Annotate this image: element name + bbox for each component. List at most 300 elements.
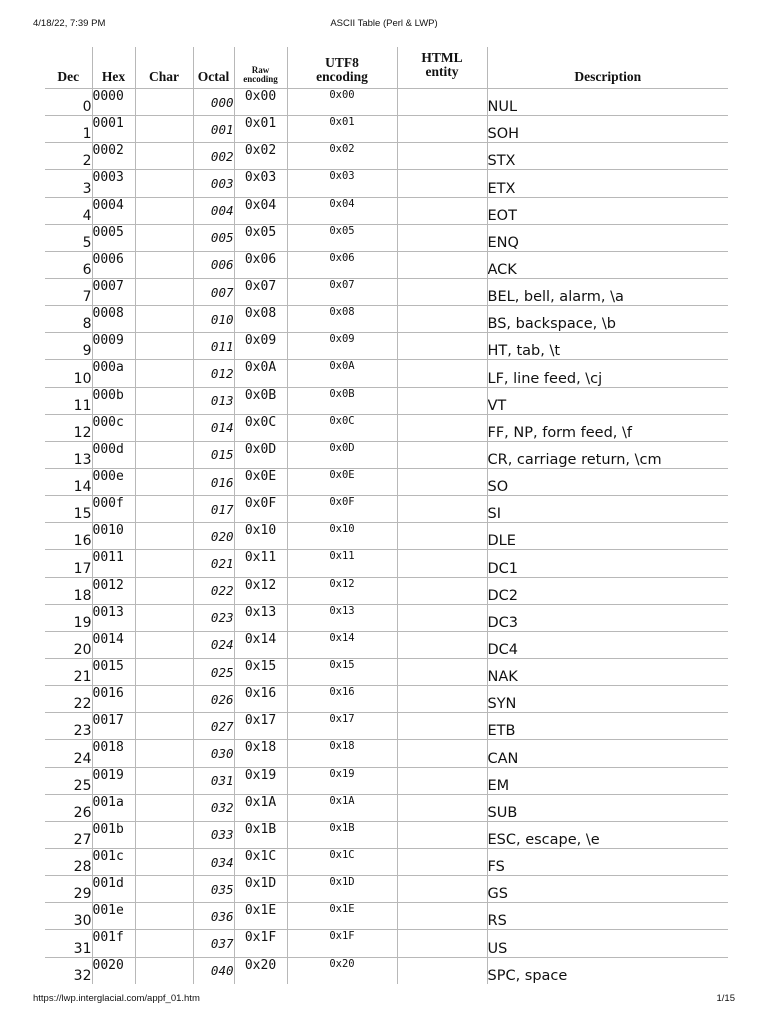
- cell-html-entity: [397, 143, 487, 170]
- cell-description: ETX: [487, 170, 728, 197]
- cell-html-entity: [397, 224, 487, 251]
- cell-raw-encoding: 0x12: [234, 577, 287, 604]
- cell-char: [135, 306, 193, 333]
- cell-utf8-encoding: 0x0F: [287, 496, 397, 523]
- cell-dec: 2: [45, 143, 92, 170]
- table-row: [45, 848, 728, 875]
- cell-description: DC4: [487, 631, 728, 658]
- table-row: [45, 468, 728, 495]
- cell-utf8-encoding: 0x13: [287, 604, 397, 631]
- cell-dec: 24: [45, 740, 92, 767]
- cell-octal: 025: [193, 658, 234, 685]
- table-row: [45, 903, 728, 930]
- cell-html-entity: [397, 89, 487, 116]
- cell-description: SI: [487, 496, 728, 523]
- cell-octal: 034: [193, 848, 234, 875]
- cell-html-entity: [397, 197, 487, 224]
- cell-utf8-encoding: 0x17: [287, 713, 397, 740]
- table-row: [45, 197, 728, 224]
- cell-hex: 001e: [92, 903, 135, 930]
- cell-dec: 13: [45, 441, 92, 468]
- col-header-html-line2: entity: [425, 64, 459, 79]
- cell-octal: 027: [193, 713, 234, 740]
- cell-utf8-encoding: 0x06: [287, 251, 397, 278]
- cell-octal: 002: [193, 143, 234, 170]
- cell-utf8-encoding: 0x0C: [287, 414, 397, 441]
- cell-hex: 0000: [92, 89, 135, 116]
- cell-raw-encoding: 0x0B: [234, 387, 287, 414]
- cell-dec: 30: [45, 903, 92, 930]
- cell-octal: 022: [193, 577, 234, 604]
- cell-html-entity: [397, 116, 487, 143]
- cell-utf8-encoding: 0x15: [287, 658, 397, 685]
- cell-raw-encoding: 0x0D: [234, 441, 287, 468]
- cell-char: [135, 577, 193, 604]
- cell-octal: 007: [193, 278, 234, 305]
- cell-description: ETB: [487, 713, 728, 740]
- cell-description: SOH: [487, 116, 728, 143]
- cell-hex: 0003: [92, 170, 135, 197]
- cell-html-entity: [397, 577, 487, 604]
- cell-octal: 012: [193, 360, 234, 387]
- cell-octal: 035: [193, 876, 234, 903]
- cell-hex: 001b: [92, 821, 135, 848]
- col-header-description: Description: [487, 47, 728, 89]
- col-header-utf8-encoding: [287, 47, 397, 89]
- cell-description: HT, tab, \t: [487, 333, 728, 360]
- cell-hex: 0019: [92, 767, 135, 794]
- cell-char: [135, 903, 193, 930]
- cell-char: [135, 523, 193, 550]
- cell-char: [135, 821, 193, 848]
- cell-html-entity: [397, 794, 487, 821]
- cell-raw-encoding: 0x1F: [234, 930, 287, 957]
- cell-html-entity: [397, 441, 487, 468]
- table-row: [45, 278, 728, 305]
- table-row: [45, 387, 728, 414]
- cell-dec: 6: [45, 251, 92, 278]
- cell-utf8-encoding: 0x12: [287, 577, 397, 604]
- cell-utf8-encoding: 0x0A: [287, 360, 397, 387]
- cell-octal: 031: [193, 767, 234, 794]
- cell-html-entity: [397, 360, 487, 387]
- cell-octal: 013: [193, 387, 234, 414]
- cell-hex: 0005: [92, 224, 135, 251]
- col-header-utf8-line1: UTF8: [325, 55, 359, 70]
- table-row: [45, 876, 728, 903]
- cell-utf8-encoding: 0x16: [287, 686, 397, 713]
- cell-utf8-encoding: 0x1A: [287, 794, 397, 821]
- cell-octal: 033: [193, 821, 234, 848]
- cell-hex: 0008: [92, 306, 135, 333]
- cell-description: GS: [487, 876, 728, 903]
- cell-raw-encoding: 0x16: [234, 686, 287, 713]
- cell-html-entity: [397, 604, 487, 631]
- table-row: [45, 251, 728, 278]
- cell-octal: 020: [193, 523, 234, 550]
- cell-char: [135, 333, 193, 360]
- cell-dec: 9: [45, 333, 92, 360]
- cell-char: [135, 604, 193, 631]
- cell-html-entity: [397, 821, 487, 848]
- cell-raw-encoding: 0x14: [234, 631, 287, 658]
- cell-raw-encoding: 0x1D: [234, 876, 287, 903]
- cell-description: DC1: [487, 550, 728, 577]
- cell-description: US: [487, 930, 728, 957]
- cell-html-entity: [397, 876, 487, 903]
- cell-raw-encoding: 0x0A: [234, 360, 287, 387]
- cell-dec: 12: [45, 414, 92, 441]
- cell-utf8-encoding: 0x09: [287, 333, 397, 360]
- print-footer: [33, 993, 735, 1007]
- cell-description: FS: [487, 848, 728, 875]
- table-row: [45, 496, 728, 523]
- col-header-char: Char: [135, 47, 193, 89]
- table-row: [45, 740, 728, 767]
- col-header-raw-line1: Raw: [251, 65, 270, 75]
- cell-utf8-encoding: 0x10: [287, 523, 397, 550]
- cell-utf8-encoding: 0x14: [287, 631, 397, 658]
- cell-description: NAK: [487, 658, 728, 685]
- cell-dec: 25: [45, 767, 92, 794]
- table-row: [45, 224, 728, 251]
- cell-raw-encoding: 0x19: [234, 767, 287, 794]
- print-date: 4/18/22, 7:39 PM: [33, 18, 106, 29]
- cell-octal: 030: [193, 740, 234, 767]
- cell-char: [135, 658, 193, 685]
- table-row: [45, 116, 728, 143]
- cell-dec: 21: [45, 658, 92, 685]
- cell-hex: 0020: [92, 957, 135, 984]
- cell-html-entity: [397, 170, 487, 197]
- cell-char: [135, 631, 193, 658]
- cell-char: [135, 143, 193, 170]
- cell-raw-encoding: 0x0E: [234, 468, 287, 495]
- cell-raw-encoding: 0x11: [234, 550, 287, 577]
- cell-hex: 0018: [92, 740, 135, 767]
- cell-char: [135, 550, 193, 577]
- cell-dec: 29: [45, 876, 92, 903]
- cell-hex: 0016: [92, 686, 135, 713]
- cell-raw-encoding: 0x01: [234, 116, 287, 143]
- cell-description: RS: [487, 903, 728, 930]
- cell-hex: 000c: [92, 414, 135, 441]
- cell-raw-encoding: 0x09: [234, 333, 287, 360]
- cell-octal: 036: [193, 903, 234, 930]
- cell-dec: 28: [45, 848, 92, 875]
- cell-octal: 011: [193, 333, 234, 360]
- table-row: [45, 821, 728, 848]
- cell-utf8-encoding: 0x02: [287, 143, 397, 170]
- cell-char: [135, 930, 193, 957]
- cell-octal: 026: [193, 686, 234, 713]
- cell-dec: 1: [45, 116, 92, 143]
- table-row: [45, 767, 728, 794]
- table-row: [45, 930, 728, 957]
- cell-utf8-encoding: 0x04: [287, 197, 397, 224]
- cell-dec: 5: [45, 224, 92, 251]
- cell-dec: 10: [45, 360, 92, 387]
- cell-char: [135, 89, 193, 116]
- cell-char: [135, 360, 193, 387]
- table-row: [45, 713, 728, 740]
- cell-utf8-encoding: 0x0E: [287, 468, 397, 495]
- cell-dec: 26: [45, 794, 92, 821]
- cell-raw-encoding: 0x04: [234, 197, 287, 224]
- table-row: [45, 441, 728, 468]
- page-title: ASCII Table (Perl & LWP): [330, 18, 438, 29]
- cell-octal: 004: [193, 197, 234, 224]
- cell-utf8-encoding: 0x20: [287, 957, 397, 984]
- cell-hex: 0015: [92, 658, 135, 685]
- cell-hex: 0006: [92, 251, 135, 278]
- table-row: [45, 631, 728, 658]
- cell-dec: 20: [45, 631, 92, 658]
- cell-hex: 0012: [92, 577, 135, 604]
- cell-octal: 037: [193, 930, 234, 957]
- cell-octal: 006: [193, 251, 234, 278]
- cell-description: STX: [487, 143, 728, 170]
- cell-description: FF, NP, form feed, \f: [487, 414, 728, 441]
- table-row: [45, 306, 728, 333]
- cell-utf8-encoding: 0x19: [287, 767, 397, 794]
- cell-raw-encoding: 0x0F: [234, 496, 287, 523]
- cell-html-entity: [397, 468, 487, 495]
- cell-char: [135, 278, 193, 305]
- cell-raw-encoding: 0x10: [234, 523, 287, 550]
- cell-char: [135, 224, 193, 251]
- cell-dec: 7: [45, 278, 92, 305]
- cell-char: [135, 876, 193, 903]
- table-row: [45, 604, 728, 631]
- cell-char: [135, 468, 193, 495]
- cell-char: [135, 794, 193, 821]
- cell-char: [135, 957, 193, 984]
- cell-octal: 017: [193, 496, 234, 523]
- table-row: [45, 414, 728, 441]
- cell-octal: 001: [193, 116, 234, 143]
- cell-dec: 14: [45, 468, 92, 495]
- col-header-octal: Octal: [193, 47, 234, 89]
- cell-html-entity: [397, 957, 487, 984]
- cell-utf8-encoding: 0x05: [287, 224, 397, 251]
- cell-utf8-encoding: 0x1C: [287, 848, 397, 875]
- table-row: [45, 360, 728, 387]
- cell-hex: 0011: [92, 550, 135, 577]
- cell-description: ACK: [487, 251, 728, 278]
- cell-char: [135, 116, 193, 143]
- cell-dec: 31: [45, 930, 92, 957]
- ascii-table: [45, 47, 728, 984]
- cell-raw-encoding: 0x17: [234, 713, 287, 740]
- cell-hex: 0013: [92, 604, 135, 631]
- cell-dec: 32: [45, 957, 92, 984]
- cell-hex: 0014: [92, 631, 135, 658]
- cell-raw-encoding: 0x0C: [234, 414, 287, 441]
- cell-raw-encoding: 0x02: [234, 143, 287, 170]
- cell-html-entity: [397, 278, 487, 305]
- cell-hex: 0001: [92, 116, 135, 143]
- cell-utf8-encoding: 0x01: [287, 116, 397, 143]
- cell-hex: 000a: [92, 360, 135, 387]
- cell-octal: 023: [193, 604, 234, 631]
- cell-raw-encoding: 0x1B: [234, 821, 287, 848]
- cell-html-entity: [397, 251, 487, 278]
- table-body: [45, 89, 728, 984]
- cell-char: [135, 848, 193, 875]
- cell-char: [135, 251, 193, 278]
- cell-html-entity: [397, 686, 487, 713]
- cell-description: DC3: [487, 604, 728, 631]
- col-header-raw-encoding: [234, 47, 287, 89]
- cell-octal: 024: [193, 631, 234, 658]
- cell-char: [135, 441, 193, 468]
- cell-utf8-encoding: 0x1F: [287, 930, 397, 957]
- cell-char: [135, 170, 193, 197]
- cell-description: EM: [487, 767, 728, 794]
- table-row: [45, 577, 728, 604]
- cell-dec: 4: [45, 197, 92, 224]
- cell-utf8-encoding: 0x03: [287, 170, 397, 197]
- table-row: [45, 170, 728, 197]
- cell-char: [135, 767, 193, 794]
- cell-html-entity: [397, 306, 487, 333]
- cell-utf8-encoding: 0x18: [287, 740, 397, 767]
- col-header-dec: Dec: [57, 69, 80, 84]
- cell-raw-encoding: 0x20: [234, 957, 287, 984]
- cell-utf8-encoding: 0x07: [287, 278, 397, 305]
- cell-char: [135, 387, 193, 414]
- table-row: [45, 794, 728, 821]
- cell-dec: 22: [45, 686, 92, 713]
- cell-char: [135, 740, 193, 767]
- cell-raw-encoding: 0x1A: [234, 794, 287, 821]
- cell-utf8-encoding: 0x0D: [287, 441, 397, 468]
- cell-octal: 005: [193, 224, 234, 251]
- cell-hex: 000d: [92, 441, 135, 468]
- cell-dec: 19: [45, 604, 92, 631]
- col-header-html-line1: HTML: [421, 50, 463, 65]
- cell-raw-encoding: 0x03: [234, 170, 287, 197]
- cell-description: BS, backspace, \b: [487, 306, 728, 333]
- cell-octal: 003: [193, 170, 234, 197]
- cell-utf8-encoding: 0x1E: [287, 903, 397, 930]
- cell-raw-encoding: 0x07: [234, 278, 287, 305]
- cell-html-entity: [397, 740, 487, 767]
- print-header: [33, 18, 735, 32]
- cell-dec: 16: [45, 523, 92, 550]
- cell-hex: 0017: [92, 713, 135, 740]
- cell-raw-encoding: 0x1E: [234, 903, 287, 930]
- table-row: [45, 89, 728, 116]
- cell-hex: 001d: [92, 876, 135, 903]
- cell-utf8-encoding: 0x00: [287, 89, 397, 116]
- cell-html-entity: [397, 631, 487, 658]
- cell-raw-encoding: 0x15: [234, 658, 287, 685]
- cell-html-entity: [397, 414, 487, 441]
- cell-description: LF, line feed, \cj: [487, 360, 728, 387]
- cell-dec: 27: [45, 821, 92, 848]
- cell-description: SYN: [487, 686, 728, 713]
- cell-utf8-encoding: 0x0B: [287, 387, 397, 414]
- col-header-raw-line2: encoding: [243, 74, 278, 84]
- cell-description: DC2: [487, 577, 728, 604]
- cell-char: [135, 686, 193, 713]
- cell-hex: 0007: [92, 278, 135, 305]
- cell-hex: 0002: [92, 143, 135, 170]
- cell-hex: 001c: [92, 848, 135, 875]
- cell-octal: 032: [193, 794, 234, 821]
- col-header-utf8-line2: encoding: [316, 69, 368, 84]
- cell-raw-encoding: 0x08: [234, 306, 287, 333]
- cell-html-entity: [397, 523, 487, 550]
- cell-raw-encoding: 0x00: [234, 89, 287, 116]
- cell-dec: 23: [45, 713, 92, 740]
- cell-dec: 3: [45, 170, 92, 197]
- cell-dec: 11: [45, 387, 92, 414]
- table-row: [45, 686, 728, 713]
- cell-html-entity: [397, 496, 487, 523]
- cell-char: [135, 713, 193, 740]
- cell-hex: 000e: [92, 468, 135, 495]
- table-row: [45, 658, 728, 685]
- cell-description: NUL: [487, 89, 728, 116]
- cell-description: ESC, escape, \e: [487, 821, 728, 848]
- cell-html-entity: [397, 848, 487, 875]
- col-header-html-entity: [397, 47, 487, 89]
- cell-html-entity: [397, 550, 487, 577]
- cell-octal: 015: [193, 441, 234, 468]
- cell-octal: 010: [193, 306, 234, 333]
- cell-description: BEL, bell, alarm, \a: [487, 278, 728, 305]
- cell-hex: 000b: [92, 387, 135, 414]
- cell-octal: 040: [193, 957, 234, 984]
- cell-char: [135, 496, 193, 523]
- cell-raw-encoding: 0x06: [234, 251, 287, 278]
- table-row: [45, 550, 728, 577]
- cell-description: SO: [487, 468, 728, 495]
- cell-html-entity: [397, 333, 487, 360]
- table-header-row: [45, 47, 728, 89]
- page-number: 1/15: [716, 993, 735, 1004]
- cell-octal: 016: [193, 468, 234, 495]
- cell-dec: 18: [45, 577, 92, 604]
- table-row: [45, 143, 728, 170]
- cell-description: CAN: [487, 740, 728, 767]
- col-header-hex: Hex: [92, 47, 135, 89]
- cell-raw-encoding: 0x18: [234, 740, 287, 767]
- cell-hex: 001f: [92, 930, 135, 957]
- cell-char: [135, 197, 193, 224]
- cell-html-entity: [397, 658, 487, 685]
- cell-utf8-encoding: 0x1D: [287, 876, 397, 903]
- table-row: [45, 523, 728, 550]
- cell-dec: 8: [45, 306, 92, 333]
- cell-dec: 15: [45, 496, 92, 523]
- cell-hex: 0010: [92, 523, 135, 550]
- cell-html-entity: [397, 930, 487, 957]
- table-row: [45, 957, 728, 984]
- cell-hex: 0004: [92, 197, 135, 224]
- cell-octal: 000: [193, 89, 234, 116]
- cell-html-entity: [397, 713, 487, 740]
- cell-description: CR, carriage return, \cm: [487, 441, 728, 468]
- cell-utf8-encoding: 0x08: [287, 306, 397, 333]
- cell-char: [135, 414, 193, 441]
- cell-hex: 000f: [92, 496, 135, 523]
- cell-raw-encoding: 0x05: [234, 224, 287, 251]
- cell-html-entity: [397, 767, 487, 794]
